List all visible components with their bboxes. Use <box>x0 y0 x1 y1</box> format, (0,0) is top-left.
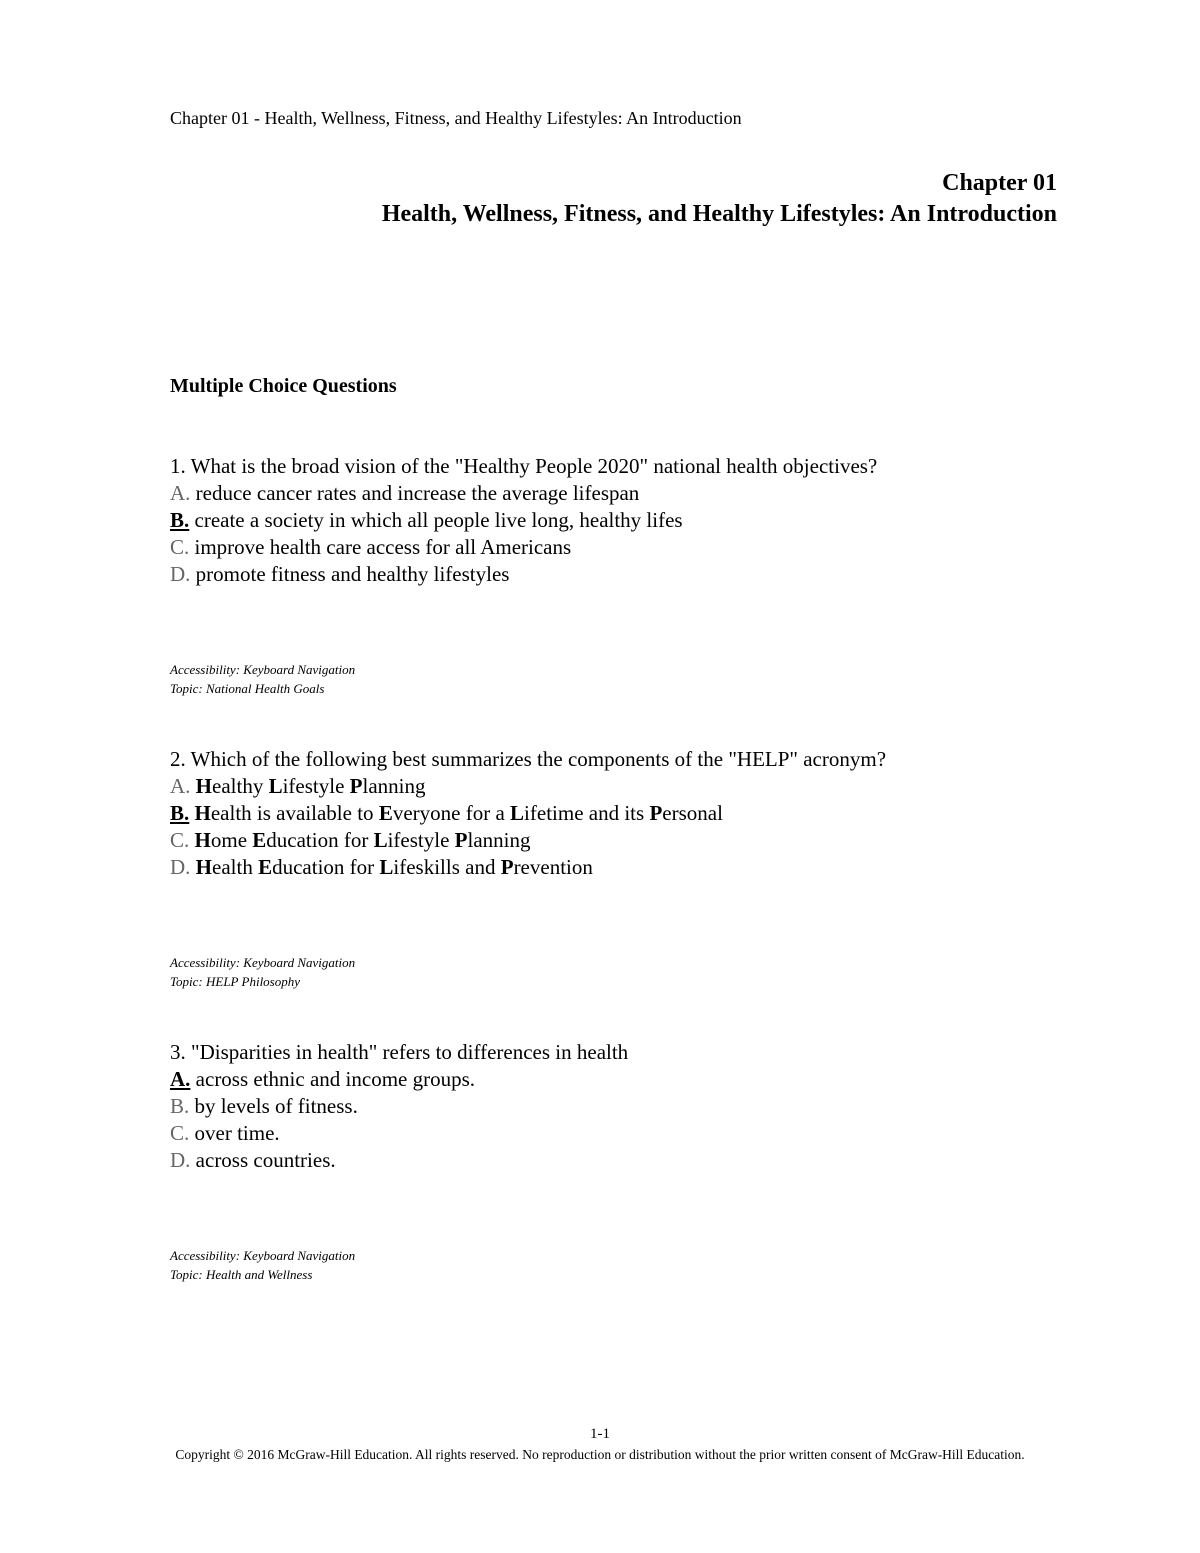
acronym-letter: H <box>195 774 213 798</box>
option-letter: C. <box>170 1121 190 1145</box>
option-text: across ethnic and income groups. <box>190 1067 476 1091</box>
option-text: over time. <box>189 1121 280 1145</box>
option-text: across countries. <box>190 1148 336 1172</box>
acronym-letter: L <box>268 774 283 798</box>
acronym-letter: P <box>349 774 363 798</box>
acronym-letter: E <box>258 855 273 879</box>
question-stem: 2. Which of the following best summarizes the components of the "HELP" acronym? <box>170 747 887 771</box>
acronym-letter: L <box>379 855 394 879</box>
option-letter: D. <box>170 855 191 879</box>
option-text: ome <box>210 828 253 852</box>
topic-tag: Topic: National Health Goals <box>170 681 325 696</box>
option-text: promote fitness and healthy lifestyles <box>190 562 510 586</box>
answer-option <box>170 854 1070 881</box>
option-letter: A. <box>170 481 191 505</box>
acronym-letter: H <box>195 855 213 879</box>
answer-option <box>170 1093 1070 1120</box>
correct-answer-letter: A. <box>170 1067 191 1091</box>
chapter-label: Chapter 01 <box>942 170 1057 196</box>
answer-option <box>170 1120 1070 1147</box>
correct-answer-letter: B. <box>170 508 190 532</box>
option-text: ifeskills and <box>393 855 501 879</box>
question-1 <box>170 453 1070 698</box>
option-text: ducation for <box>266 828 374 852</box>
answer-option <box>170 561 1070 588</box>
question-stem: 1. What is the broad vision of the "Healthy People 2020" national health objectives? <box>170 454 878 478</box>
option-text: ifetime and its <box>524 801 650 825</box>
option-text: ersonal <box>662 801 723 825</box>
question-3 <box>170 1039 1070 1284</box>
answer-option <box>170 1147 1070 1174</box>
answer-option <box>170 800 1070 827</box>
option-list <box>170 1066 1070 1174</box>
question-stem: 3. "Disparities in health" refers to differences in health <box>170 1040 629 1064</box>
acronym-letter: H <box>194 801 211 825</box>
option-letter: B. <box>170 1094 190 1118</box>
accessibility-tag: Accessibility: Keyboard Navigation <box>170 955 356 970</box>
copyright-notice: Copyright © 2016 McGraw-Hill Education. All rights reserved. No reproduction or distribution without the prior written consent of McGraw-Hill Education. <box>175 1447 1025 1462</box>
topic-tag: Topic: Health and Wellness <box>170 1267 313 1282</box>
question-meta <box>170 1246 1070 1284</box>
correct-answer-letter: B. <box>170 801 190 825</box>
option-text: improve health care access for all Americans <box>189 535 572 559</box>
option-text: by levels of fitness. <box>189 1094 358 1118</box>
question-meta <box>170 953 1070 991</box>
option-text: revention <box>513 855 593 879</box>
acronym-letter: H <box>194 828 211 852</box>
answer-option <box>170 507 1070 534</box>
option-letter: A. <box>170 774 191 798</box>
acronym-letter: P <box>500 855 514 879</box>
option-text: ealth is available to <box>210 801 379 825</box>
section-heading: Multiple Choice Questions <box>170 375 397 397</box>
option-list <box>170 480 1070 588</box>
page-number: 1-1 <box>590 1426 610 1442</box>
acronym-letter: P <box>649 801 663 825</box>
option-list <box>170 773 1070 881</box>
answer-option <box>170 534 1070 561</box>
chapter-title: Health, Wellness, Fitness, and Healthy Lifestyles: An Introduction <box>381 201 1057 227</box>
option-letter: C. <box>170 828 190 852</box>
chapter-title-block <box>382 168 1057 230</box>
option-text: reduce cancer rates and increase the average lifespan <box>190 481 640 505</box>
accessibility-tag: Accessibility: Keyboard Navigation <box>170 662 356 677</box>
option-text: create a society in which all people live long, healthy lifes <box>189 508 683 532</box>
option-text: ducation for <box>272 855 380 879</box>
acronym-letter: E <box>378 801 393 825</box>
answer-option <box>170 827 1070 854</box>
option-text: ifestyle <box>387 828 455 852</box>
acronym-letter: L <box>373 828 388 852</box>
answer-option <box>170 480 1070 507</box>
option-letter: D. <box>170 1148 191 1172</box>
acronym-letter: P <box>454 828 468 852</box>
acronym-letter: L <box>510 801 525 825</box>
option-text: ealthy <box>212 774 269 798</box>
running-header: Chapter 01 - Health, Wellness, Fitness, and Healthy Lifestyles: An Introduction <box>170 108 742 128</box>
acronym-letter: E <box>252 828 267 852</box>
page-footer <box>0 1426 1200 1463</box>
question-2 <box>170 746 1070 991</box>
option-text: ealth <box>212 855 259 879</box>
option-letter: C. <box>170 535 190 559</box>
answer-option <box>170 773 1070 800</box>
option-text: veryone for a <box>392 801 511 825</box>
answer-option <box>170 1066 1070 1093</box>
question-meta <box>170 660 1070 698</box>
topic-tag: Topic: HELP Philosophy <box>170 974 301 989</box>
option-text: lanning <box>362 774 426 798</box>
option-text: ifestyle <box>282 774 350 798</box>
option-text: lanning <box>467 828 531 852</box>
option-letter: D. <box>170 562 191 586</box>
accessibility-tag: Accessibility: Keyboard Navigation <box>170 1248 356 1263</box>
